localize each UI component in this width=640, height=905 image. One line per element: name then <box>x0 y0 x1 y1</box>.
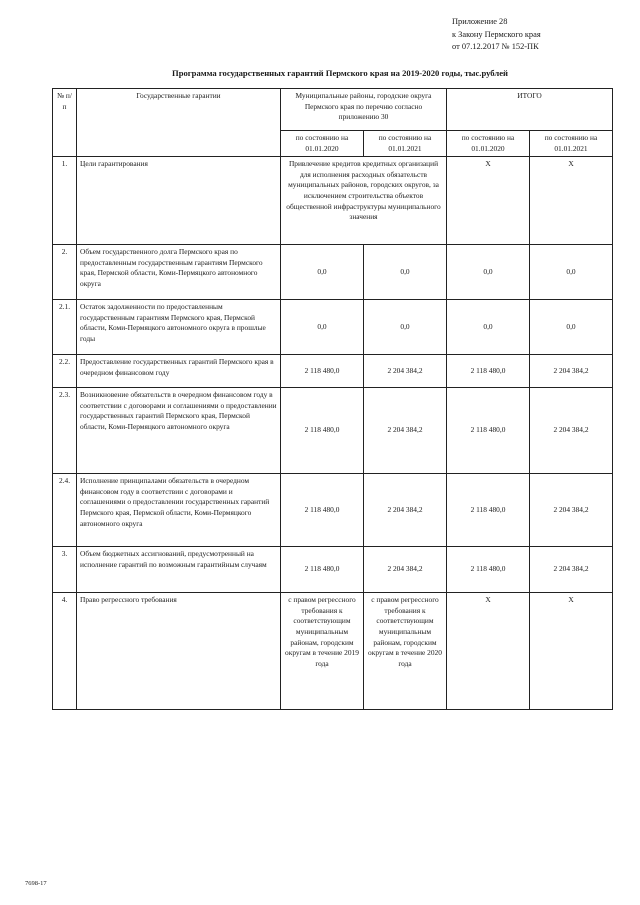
table-header-row <box>53 89 613 131</box>
row-municipal-2020: 2 118 480,0 <box>281 388 364 474</box>
row-total-2021: 0,0 <box>530 245 613 300</box>
row-municipal-2021: 0,0 <box>364 300 447 355</box>
row-municipal-2020: 0,0 <box>281 245 364 300</box>
row-total-2020: 2 118 480,0 <box>447 474 530 547</box>
row-total-2021: 2 204 384,2 <box>530 474 613 547</box>
appendix-date: от 07.12.2017 № 152-ПК <box>452 42 539 51</box>
row-num: 2. <box>53 245 77 300</box>
row-total-2020: 2 118 480,0 <box>447 355 530 388</box>
header-total-2020: по состоянию на 01.01.2020 <box>447 131 530 157</box>
row-name: Остаток задолженности по предоставленным государственным гарантиям Пермского края, Пермской области, Коми-Пермяцкого автономного округа в прошлые годы <box>77 300 281 355</box>
row-name: Предоставление государственных гарантий Пермского края в очередном финансовом году <box>77 355 281 388</box>
table-row <box>53 388 613 474</box>
row-name: Исполнение принципалами обязательств в очередном финансовом году в соответствии с договорами и соглашениями о предоставлении государственных гарантий Пермского края, Пермской области, Коми-Пермяцкого автономного округа <box>77 474 281 547</box>
appendix-number: Приложение 28 <box>452 17 508 26</box>
row-num: 2.2. <box>53 355 77 388</box>
row-total-2021: 2 204 384,2 <box>530 547 613 593</box>
row-name: Право регрессного требования <box>77 593 281 710</box>
row-num: 4. <box>53 593 77 710</box>
document-code: 7698-17 <box>25 880 47 887</box>
table-row <box>53 157 613 245</box>
table-row <box>53 474 613 547</box>
row-total-2020: 0,0 <box>447 245 530 300</box>
row-total-2020: Х <box>447 593 530 710</box>
row-num: 2.4. <box>53 474 77 547</box>
row-name: Объем государственного долга Пермского края по предоставленным государственным гарантиям Пермского края, Пермской области, Коми-Пермяцкого автономного округа <box>77 245 281 300</box>
row-num: 3. <box>53 547 77 593</box>
row-total-2020: 0,0 <box>447 300 530 355</box>
row-total-2021: 2 204 384,2 <box>530 388 613 474</box>
row-total-2021: 0,0 <box>530 300 613 355</box>
row-total-2020: Х <box>447 157 530 245</box>
header-municipal-2020: по состоянию на 01.01.2020 <box>281 131 364 157</box>
row-municipal-2020: 2 118 480,0 <box>281 474 364 547</box>
row-name: Возникновение обязательств в очередном финансовом году в соответствии с договорами и соглашениями о предоставлении государственных гарантий Пермского края, Пермской области, Коми-Пермяцкого автономного округа <box>77 388 281 474</box>
row-name: Цели гарантирования <box>77 157 281 245</box>
row-municipal-2021: с правом регрессного требования к соответствующим муниципальным районам, городским округам в течение 2020 года <box>364 593 447 710</box>
guarantees-table <box>52 88 613 710</box>
header-municipal-2021: по состоянию на 01.01.2021 <box>364 131 447 157</box>
row-municipal-2020: 2 118 480,0 <box>281 547 364 593</box>
row-total-2021: Х <box>530 593 613 710</box>
appendix-law: к Закону Пермского края <box>452 29 541 39</box>
table-row <box>53 547 613 593</box>
row-municipal-2020: 2 118 480,0 <box>281 355 364 388</box>
row-num: 1. <box>53 157 77 245</box>
row-municipal-2021: 2 204 384,2 <box>364 355 447 388</box>
row-total-2021: 2 204 384,2 <box>530 355 613 388</box>
row-total-2020: 2 118 480,0 <box>447 547 530 593</box>
header-num: № п/п <box>53 89 77 157</box>
table-row <box>53 593 613 710</box>
row-municipal-2021: 2 204 384,2 <box>364 547 447 593</box>
header-guarantees: Государственные гарантии <box>77 89 281 157</box>
table-row <box>53 355 613 388</box>
row-num: 2.1. <box>53 300 77 355</box>
header-total: ИТОГО <box>447 89 613 131</box>
header-total-2021: по состоянию на 01.01.2021 <box>530 131 613 157</box>
row-municipal-2021: 2 204 384,2 <box>364 474 447 547</box>
row-total-2020: 2 118 480,0 <box>447 388 530 474</box>
header-municipal: Муниципальные районы, городские округа Пермского края по перечню согласно приложению 30 <box>281 89 447 131</box>
row-total-2021: Х <box>530 157 613 245</box>
appendix-note <box>452 16 632 54</box>
row-municipal-2021: 2 204 384,2 <box>364 388 447 474</box>
table-row <box>53 300 613 355</box>
table-row <box>53 245 613 300</box>
row-name: Объем бюджетных ассигнований, предусмотренный на исполнение гарантий по возможным гарантийным случаям <box>77 547 281 593</box>
row-municipal-2020: с правом регрессного требования к соответствующим муниципальным районам, городским округам в течение 2019 года <box>281 593 364 710</box>
row-merged-purpose: Привлечение кредитов кредитных организаций для исполнения расходных обязательств муниципальных районов, городских округов, за исключением строительства объектов общественной инфраструктуры муниципального значения <box>281 157 447 245</box>
row-num: 2.3. <box>53 388 77 474</box>
row-municipal-2021: 0,0 <box>364 245 447 300</box>
row-municipal-2020: 0,0 <box>281 300 364 355</box>
document-title: Программа государственных гарантий Пермского края на 2019-2020 годы, тыс.рублей <box>172 68 508 78</box>
